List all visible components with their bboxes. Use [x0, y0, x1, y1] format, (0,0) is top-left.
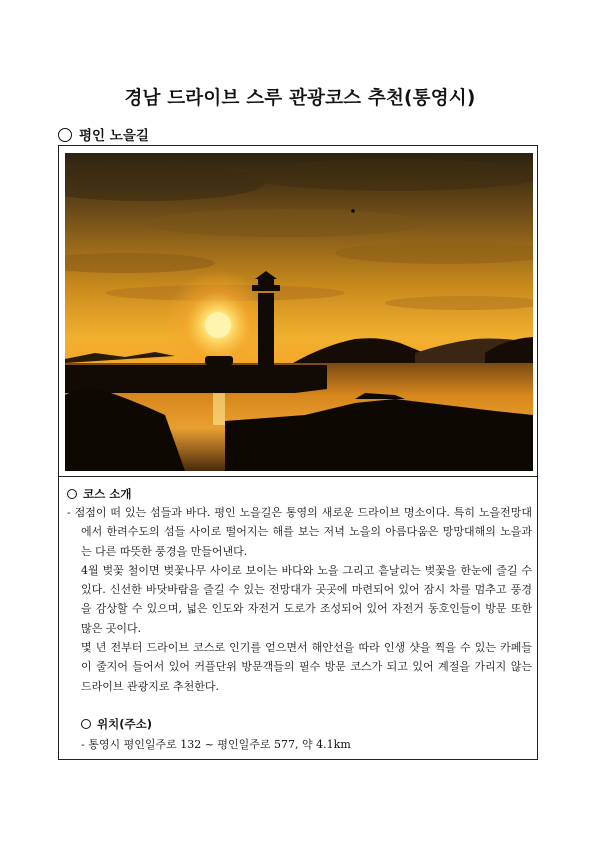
- photo-frame: [58, 145, 538, 477]
- section-heading-text: 평인 노을길: [79, 128, 149, 144]
- intro-heading: [67, 486, 131, 502]
- lighthouse-deck: [252, 285, 280, 291]
- lighthouse-lamp: [258, 279, 274, 285]
- lighthouse-tower: [258, 293, 274, 365]
- breakwater: [65, 365, 327, 393]
- intro-paragraph: - 점점이 떠 있는 섬들과 바다. 평인 노을길은 통영의 새로운 드라이브 명소이다. 특히 노을전망대에서 한려수도의 섬들 사이로 떨어지는 해를 보는 저녁 노을의 아름다움은 망망대해의 노을과는 다른 따뜻한 풍경을 만들어낸다.: [67, 506, 532, 558]
- circle-bullet-icon: [58, 128, 72, 142]
- intro-paragraph: 4월 벚꽃 철이면 벚꽃나무 사이로 보이는 바다와 노을 그리고 흩날리는 벚꽃을 한눈에 즐길 수 있다. 신선한 바닷바람을 즐길 수 있는 전망대가 곳곳에 마련되어 있어 잠시 차를 멈추고 풍경을 감상할 수 있으며, 넓은 인도와 자전거 도로가 조성되어 있어 자전거 동호인들이 방문 또한 많은 곳이다.: [81, 563, 532, 635]
- intro-heading-text: 코스 소개: [83, 487, 132, 501]
- parked-car: [205, 356, 233, 365]
- location-heading-text: 위치(주소): [97, 717, 152, 731]
- intro-paragraph: 몇 년 전부터 드라이브 코스로 인기를 얻으면서 해안선을 따라 인생 샷을 찍을 수 있는 카페들이 줄지어 들어서 있어 커플단위 방문객들의 필수 방문 코스가 되고 있어 계절을 가리지 않는 드라이브 관광지로 추천한다.: [81, 641, 532, 693]
- location-address: - 통영시 평인일주로 132 ~ 평인일주로 577, 약 4.1km: [81, 738, 351, 751]
- page-title: 경남 드라이브 스루 관광코스 추천(통영시): [124, 88, 476, 109]
- section-heading: [58, 124, 149, 144]
- description-box: [58, 476, 538, 760]
- sun: [205, 312, 231, 338]
- circle-bullet-icon: [67, 489, 77, 499]
- intro-body: [67, 503, 532, 696]
- circle-bullet-icon: [81, 719, 91, 729]
- sunset-lighthouse-photo: [65, 153, 533, 471]
- bird: [351, 209, 355, 213]
- location-heading: [81, 716, 152, 732]
